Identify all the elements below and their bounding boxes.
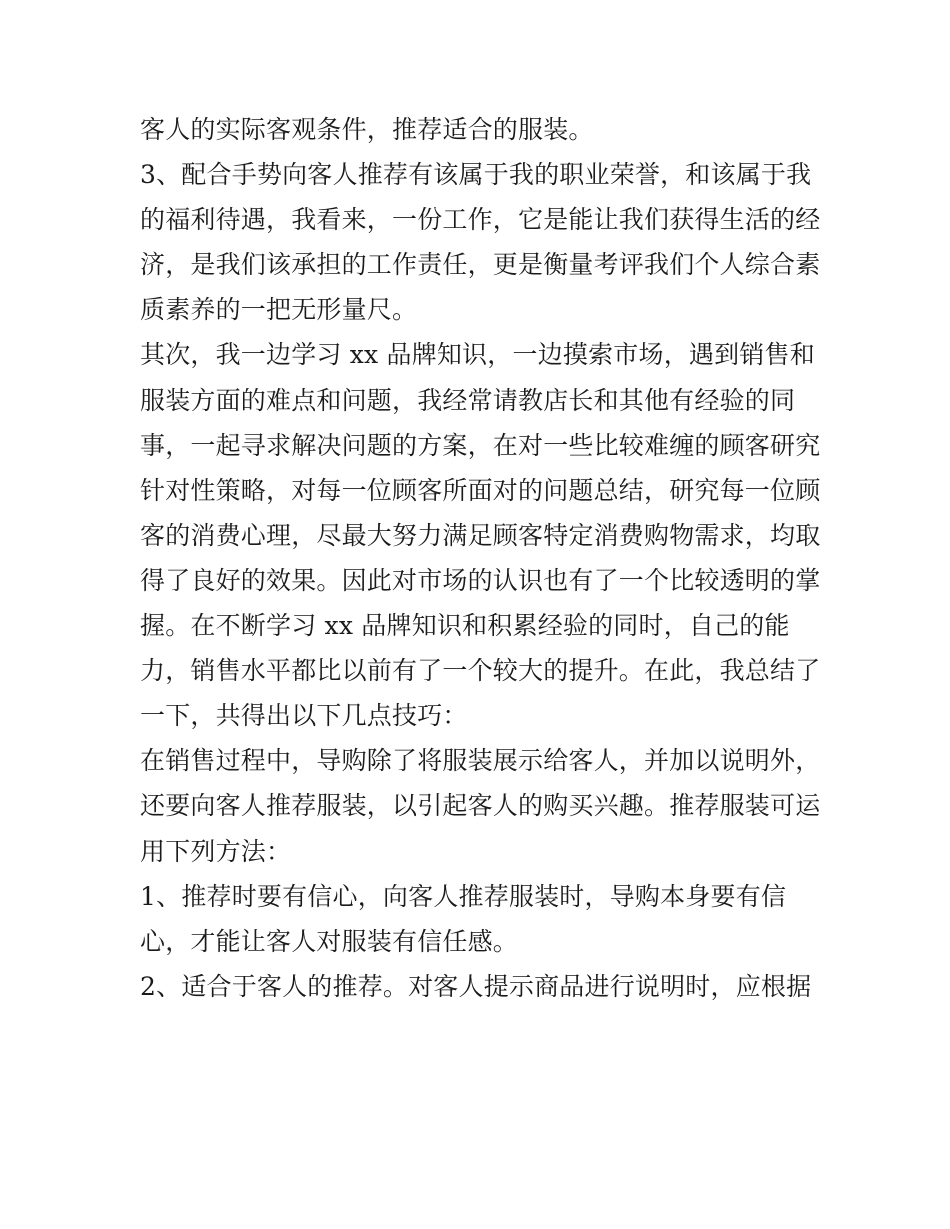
text-line: 握。在不断学习 xx 品牌知识和积累经验的同时，自己的能 — [140, 611, 790, 641]
text-line: 其次，我一边学习 xx 品牌知识，一边摸索市场，遇到销售和 — [140, 340, 815, 370]
text-line: 力，销售水平都比以前有了一个较大的提升。在此，我总结了 — [140, 656, 821, 686]
text-line: 质素养的一把无形量尺。 — [140, 295, 418, 325]
text-line: 得了良好的效果。因此对市场的认识也有了一个比较透明的掌 — [140, 565, 821, 595]
text-line: 客人的实际客观条件，推荐适合的服装。 — [140, 115, 594, 144]
text-line: 济，是我们该承担的工作责任，更是衡量考评我们个人综合素 — [140, 250, 821, 280]
text-line: 还要向客人推荐服装，以引起客人的购买兴趣。推荐服装可运 — [140, 791, 821, 821]
document-body — [140, 107, 820, 1009]
text-line: 2、适合于客人的推荐。对客人提示商品进行说明时，应根据 — [140, 971, 812, 1001]
text-line: 事，一起寻求解决问题的方案，在对一些比较难缠的顾客研究 — [140, 430, 821, 460]
text-line: 客的消费心理，尽最大努力满足顾客特定消费购物需求，均取 — [140, 520, 821, 550]
text-line: 的福利待遇，我看来，一份工作，它是能让我们获得生活的经 — [140, 205, 821, 235]
text-line: 3、配合手势向客人推荐有该属于我的职业荣誉，和该属于我 — [140, 160, 812, 190]
text-line: 心，才能让客人对服装有信任感。 — [140, 926, 519, 956]
text-line: 1、推荐时要有信心，向客人推荐服装时，导购本身要有信 — [140, 881, 787, 911]
text-line: 一下，共得出以下几点技巧： — [140, 701, 468, 731]
text-line: 在销售过程中，导购除了将服装展示给客人，并加以说明外， — [140, 746, 821, 776]
text-line: 用下列方法： — [140, 836, 292, 866]
text-line: 服装方面的难点和问题，我经常请教店长和其他有经验的同 — [140, 385, 796, 415]
text-line: 针对性策略，对每一位顾客所面对的问题总结，研究每一位顾 — [140, 475, 821, 505]
